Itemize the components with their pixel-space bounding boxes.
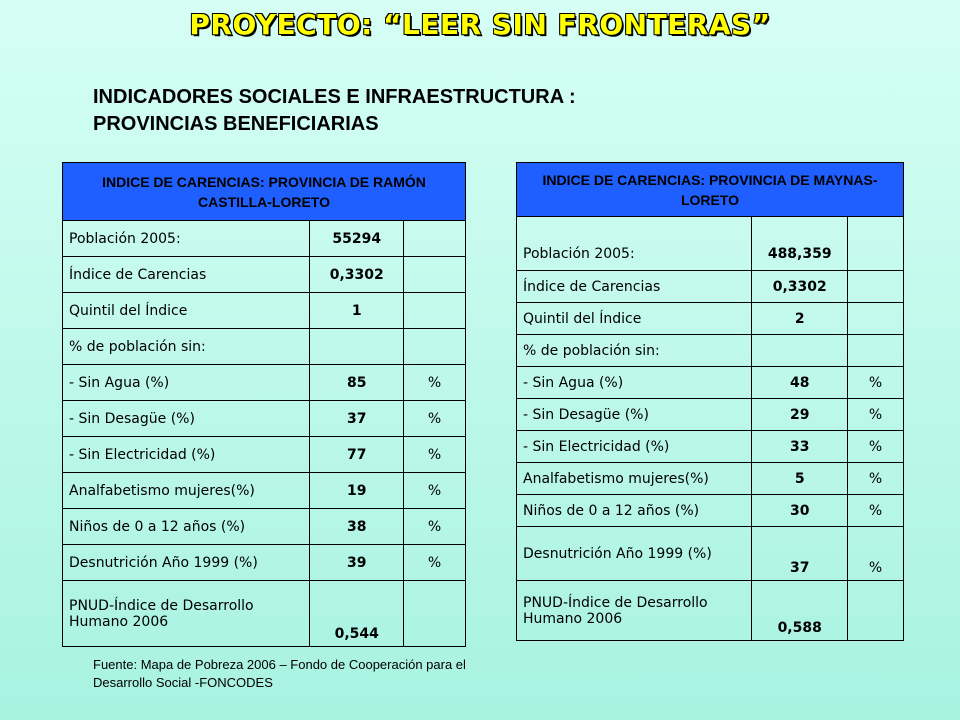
- row-unit: %: [848, 527, 904, 581]
- row-label: % de población sin:: [63, 329, 310, 365]
- row-unit: %: [404, 401, 466, 437]
- subtitle-line-1: INDICADORES SOCIALES E INFRAESTRUCTURA :: [93, 86, 576, 108]
- table-row: [63, 293, 466, 329]
- row-unit: %: [848, 367, 904, 399]
- table-row: [63, 473, 466, 509]
- subtitle-line-2: PROVINCIAS BENEFICIARIAS: [93, 113, 379, 135]
- row-unit: %: [404, 509, 466, 545]
- table-row: [63, 545, 466, 581]
- row-value: 37: [310, 401, 404, 437]
- row-label: Desnutrición Año 1999 (%): [63, 545, 310, 581]
- row-unit: %: [848, 399, 904, 431]
- subtitle: [93, 84, 576, 138]
- row-value: 5: [752, 463, 848, 495]
- row-value: 19: [310, 473, 404, 509]
- row-unit: [848, 217, 904, 271]
- row-value: 77: [310, 437, 404, 473]
- table-row: [517, 431, 904, 463]
- row-unit: [848, 271, 904, 303]
- row-value: 38: [310, 509, 404, 545]
- row-value: 0,3302: [752, 271, 848, 303]
- row-label: - Sin Desagüe (%): [63, 401, 310, 437]
- row-label: - Sin Agua (%): [63, 365, 310, 401]
- row-value: 0,3302: [310, 257, 404, 293]
- table-row: [517, 303, 904, 335]
- row-label: Quintil del Índice: [517, 303, 752, 335]
- row-label: Quintil del Índice: [63, 293, 310, 329]
- row-value: 48: [752, 367, 848, 399]
- row-value: 39: [310, 545, 404, 581]
- row-label: - Sin Electricidad (%): [517, 431, 752, 463]
- table-row: [63, 509, 466, 545]
- row-unit: %: [848, 463, 904, 495]
- row-label: PNUD-Índice de Desarrollo Humano 2006: [63, 581, 310, 647]
- table-row: [517, 463, 904, 495]
- table-header: INDICE DE CARENCIAS: PROVINCIA DE RAMÓN CASTILLA-LORETO: [63, 163, 466, 221]
- row-value: 85: [310, 365, 404, 401]
- row-value: 29: [752, 399, 848, 431]
- table-header: INDICE DE CARENCIAS: PROVINCIA DE MAYNAS-LORETO: [517, 163, 904, 217]
- table-row: [517, 527, 904, 581]
- row-label: Niños de 0 a 12 años (%): [63, 509, 310, 545]
- source-note: [93, 656, 563, 692]
- row-label: - Sin Electricidad (%): [63, 437, 310, 473]
- row-unit: [404, 221, 466, 257]
- table-row: [517, 335, 904, 367]
- row-label: Analfabetismo mujeres(%): [63, 473, 310, 509]
- row-unit: [848, 335, 904, 367]
- row-value: 33: [752, 431, 848, 463]
- table-row: [63, 329, 466, 365]
- row-label: - Sin Agua (%): [517, 367, 752, 399]
- row-unit: %: [848, 431, 904, 463]
- table-row: [517, 495, 904, 527]
- table-row: [517, 367, 904, 399]
- row-value: 2: [752, 303, 848, 335]
- row-value: [310, 329, 404, 365]
- row-value: 55294: [310, 221, 404, 257]
- row-unit: [404, 581, 466, 647]
- row-value: 30: [752, 495, 848, 527]
- table-row: [63, 401, 466, 437]
- row-unit: %: [404, 473, 466, 509]
- table-row: [63, 365, 466, 401]
- row-label: Población 2005:: [517, 217, 752, 271]
- row-unit: [848, 303, 904, 335]
- table-row: [63, 581, 466, 647]
- row-value: [752, 335, 848, 367]
- row-unit: %: [848, 495, 904, 527]
- row-unit: %: [404, 545, 466, 581]
- row-value: 37: [752, 527, 848, 581]
- table-row: [517, 271, 904, 303]
- table-row: [63, 437, 466, 473]
- table-row: [63, 221, 466, 257]
- row-label: Índice de Carencias: [517, 271, 752, 303]
- row-unit: [404, 257, 466, 293]
- row-unit: [404, 293, 466, 329]
- row-label: PNUD-Índice de Desarrollo Humano 2006: [517, 581, 752, 641]
- row-label: - Sin Desagüe (%): [517, 399, 752, 431]
- table-row: [63, 257, 466, 293]
- maynas-table: [516, 162, 904, 641]
- row-label: Analfabetismo mujeres(%): [517, 463, 752, 495]
- row-unit: [404, 329, 466, 365]
- row-unit: [848, 581, 904, 641]
- ramon-castilla-table: [62, 162, 466, 647]
- row-label: Índice de Carencias: [63, 257, 310, 293]
- row-value: 1: [310, 293, 404, 329]
- row-label: % de población sin:: [517, 335, 752, 367]
- row-value: 0,544: [310, 581, 404, 647]
- source-line-2: Desarrollo Social -FONCODES: [93, 675, 273, 690]
- page-title: PROYECTO: “LEER SIN FRONTERAS”: [189, 8, 771, 41]
- table-row: [517, 217, 904, 271]
- row-label: Desnutrición Año 1999 (%): [517, 527, 752, 581]
- row-value: 0,588: [752, 581, 848, 641]
- row-label: Niños de 0 a 12 años (%): [517, 495, 752, 527]
- row-value: 488,359: [752, 217, 848, 271]
- row-unit: %: [404, 365, 466, 401]
- row-unit: %: [404, 437, 466, 473]
- source-line-1: Fuente: Mapa de Pobreza 2006 – Fondo de Cooperación para el: [93, 657, 466, 672]
- table-row: [517, 399, 904, 431]
- row-label: Población 2005:: [63, 221, 310, 257]
- table-row: [517, 581, 904, 641]
